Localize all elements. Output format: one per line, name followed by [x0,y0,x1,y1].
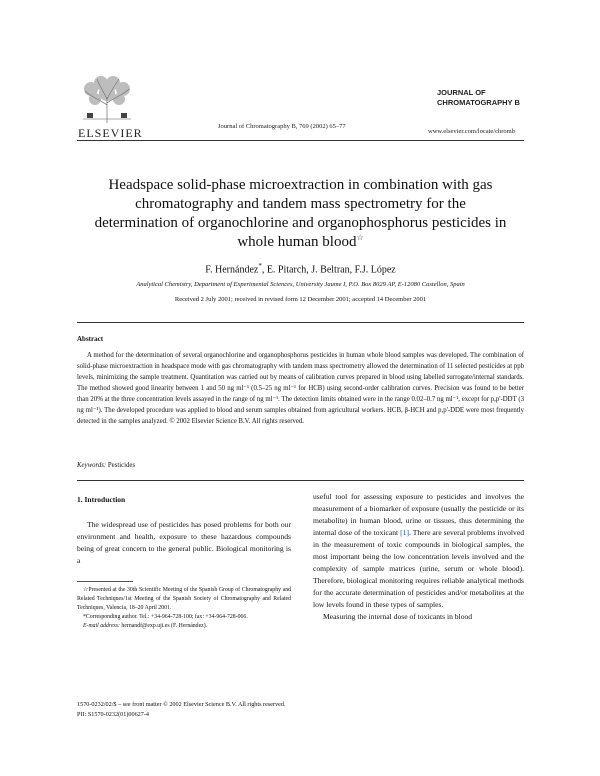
abstract-divider [77,480,524,481]
citation-link[interactable]: [1] [400,528,409,537]
publisher-name: ELSEVIER [78,126,143,140]
email-label: E-mail address: [83,623,120,629]
abstract-heading: Abstract [77,335,104,343]
footnote-meeting: ☆Presented at the 30th Scientific Meeting of the Spanish Group of Chromatography and Related Techniques/1st Meeting of the Spanish Society of Chromatography and Related Techniques, Valencia, 18–20 April 2001. [77,587,291,611]
keywords-value: Pesticides [107,462,136,469]
intro-right-column [313,491,524,623]
copyright-block [77,700,286,719]
journal-name-line2: CHROMATOGRAPHY B [437,97,520,107]
email-value[interactable]: hernandf@exp.uji.es (F. Hernández). [119,623,208,629]
intro-right-p2: Measuring the internal dose of toxicants in blood [323,612,473,621]
intro-right-p1a: useful tool for assessing exposure to pesticides and involves the measurement of a biomarker of exposure (usually the pesticide or its metabolite) in human blood, urine or tissues, thus determining the internal dose of the toxicant [313,492,524,537]
keywords-label: Keywords: [77,462,107,469]
received-dates: Received 2 July 2001; received in revised form 12 December 2001; accepted 14 December 2001 [174,296,427,303]
abstract-text: A method for the determination of several organochlorine and organophosphorus pesticides in human whole blood samples was developed. The combination of solid-phase microextraction in headspace mode with gas chromatography with tandem mass spectrometry allowed the determination of 11 selected pesticides at ppb levels, minimizing the sample treatment. Quantitation was carried out by means of calibration curves prepared in blood using labelled surrogate/internal standards. The method showed good linearity between 1 and 50 ng ml⁻¹ (0.5–25 ng ml⁻¹ for HCB) using second-order calibration curves. Precision was found to be better than 20% at the three concentration levels assayed in the range of ng ml⁻¹. The detection limits obtained were in the range 0.02–0.7 ng ml⁻¹, except for p,p'-DDT (3 ng ml⁻¹). The developed procedure was applied to blood and serum samples obtained from agricultural workers. HCB, β-HCH and p,p'-DDE were most frequently detected in the samples analyzed. © 2002 Elsevier Science B.V. All rights reserved. [77,352,524,425]
footnote-corresponding: *Corresponding author. Tel.: +34-964-728-100; fax: +34-964-728-066. [83,614,248,620]
section-heading-introduction: 1. Introduction [77,495,126,504]
pii-line: PII: S1570-0232(01)00627-4 [77,710,150,718]
journal-reference: Journal of Chromatography B, 769 (2002) 65–77 [218,123,346,130]
title-footnote-mark[interactable]: ☆ [356,233,364,242]
intro-right-p1b: . There are several problems involved in the measurement of toxic compounds in biological samples, the most important being the low concentration levels involved and the complexity of sample matrices (urine, serum or whole blood). Therefore, biological monitoring requires reliable analytical methods for the accurate determination of pesticides and/or metabolites at the low levels found in these types of samples. [313,528,524,609]
title-line-4: whole human blood [237,234,357,250]
title-divider [77,322,524,323]
footnotes [77,586,291,631]
journal-name [437,88,520,107]
corresponding-author-mark[interactable]: * [258,262,262,270]
journal-name-line1: JOURNAL OF [437,88,486,97]
copyright-line: 1570-0232/02/$ – see front matter © 2002 Elsevier Science B.V. All rights reserved. [77,701,286,708]
affiliation: Analytical Chemistry, Department of Experimental Sciences, University Jaume I, P.O. Box 8029 AP, E-12080 Castellon, Spain [136,281,465,288]
intro-left-column: The widespread use of pesticides has posed problems for both our environment and health, exposure to these hazardous compounds being of great concern to the general public. Biological monitoring is a [77,520,291,565]
author-rest: , E. Pitarch, J. Beltran, F.J. López [261,264,396,276]
keywords [77,462,135,469]
journal-url[interactable]: www.elsevier.com/locate/chromb [428,128,515,135]
elsevier-tree-logo [77,75,137,125]
title-line-2: chromatography and tandem mass spectrometry for the [135,196,466,212]
title-line-1: Headspace solid-phase microextraction in combination with gas [108,177,493,193]
header-divider [77,140,524,141]
footnote-divider [77,581,133,582]
article-title [77,176,524,252]
author-list [77,262,524,275]
author-hernandez: F. Hernández [205,264,259,276]
title-line-3: determination of organochlorine and organophosphorus pesticides in [94,215,507,231]
